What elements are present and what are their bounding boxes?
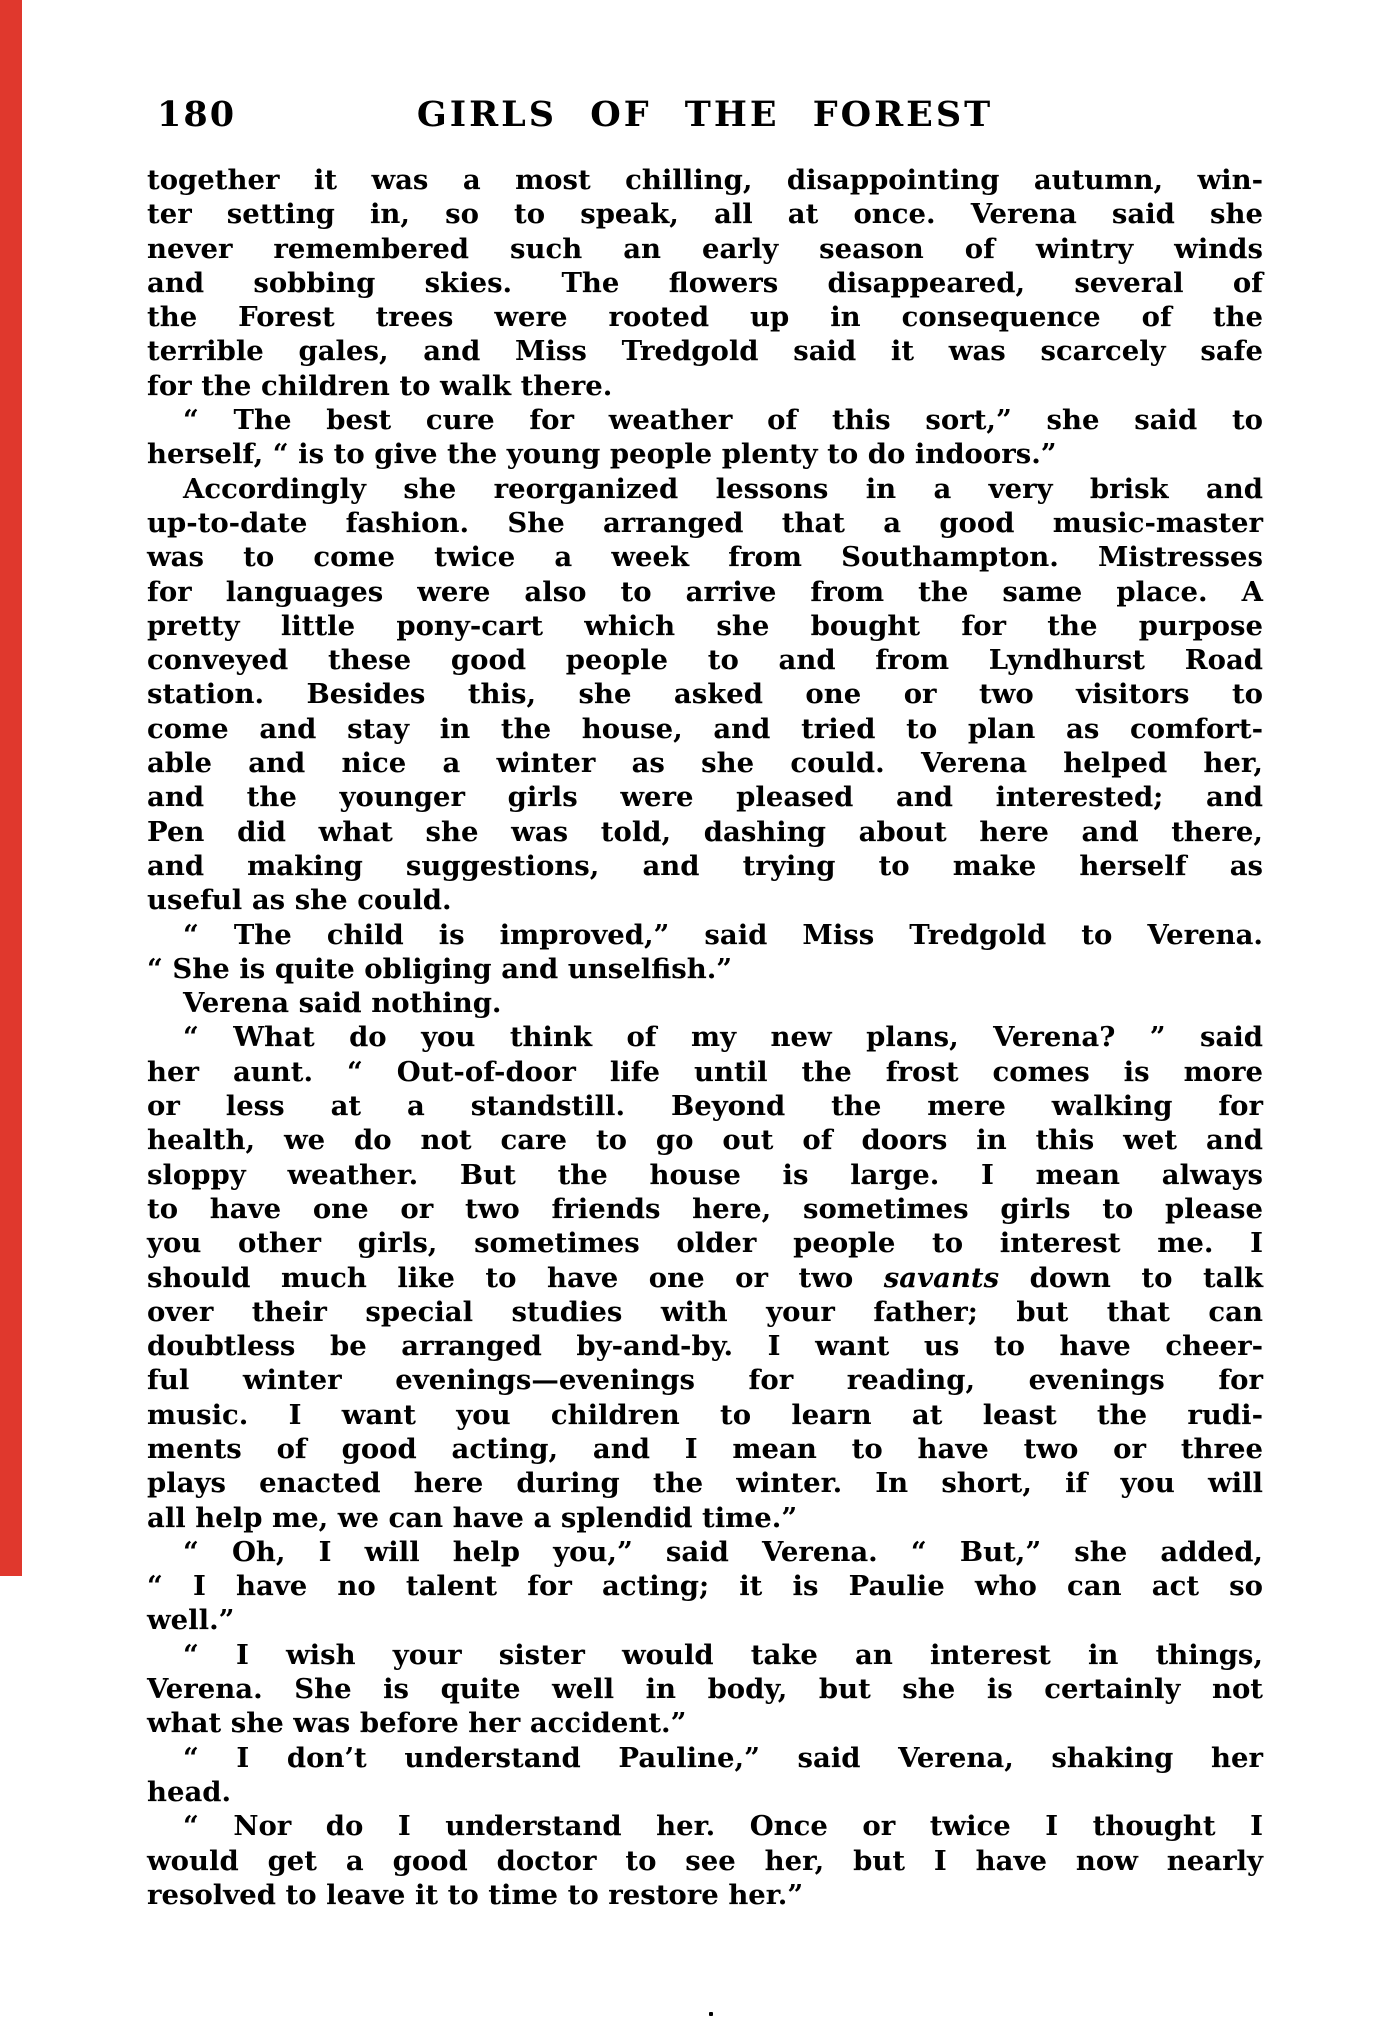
text-line: head. <box>147 1775 232 1808</box>
text-line: “ The best cure for weather of this sort,” she said to <box>183 404 1263 437</box>
text-line: “ What do you think of my new plans, Verena? ” said <box>183 1021 1263 1054</box>
text-line: station. Besides this, she asked one or two visitors to <box>147 678 1263 711</box>
text-line: music. I want you children to learn at least the rudi- <box>147 1398 1263 1431</box>
text-line: was to come twice a week from Southampton. Mistresses <box>147 541 1263 574</box>
text-line: “ I have no talent for acting; it is Paulie who can act so <box>147 1570 1263 1603</box>
text-line: Pen did what she was told, dashing about here and there, <box>147 815 1263 848</box>
text-line: “ I don’t understand Pauline,” said Verena, shaking her <box>183 1741 1263 1774</box>
running-title: GIRLS OF THE FOREST <box>416 94 994 135</box>
page-edge-red-strip <box>0 0 22 1576</box>
text-line: Verena said nothing. <box>183 987 502 1020</box>
text-line: ful winter evenings—evenings for reading, evenings for <box>147 1364 1263 1397</box>
text-line: never remembered such an early season of wintry winds <box>147 232 1263 265</box>
text-line: her aunt. “ Out-of-door life until the frost comes is more <box>147 1055 1263 1088</box>
text-line: health, we do not care to go out of doors in this wet and <box>147 1124 1263 1157</box>
text-line: all help me, we can have a splendid time.” <box>147 1501 798 1534</box>
text-line: Verena. She is quite well in body, but she is certainly not <box>147 1673 1263 1706</box>
text-line: “ Oh, I will help you,” said Verena. “ But,” she added, <box>183 1535 1263 1568</box>
text-line: useful as she could. <box>147 884 452 917</box>
body-text <box>147 163 1263 1912</box>
text-line: should much like to have one or two savants down to talk <box>147 1261 1263 1294</box>
text-line: over their special studies with your father; but that can <box>147 1295 1263 1328</box>
text-line: herself, “ is to give the young people plenty to do indoors.” <box>147 438 1057 471</box>
text-line: resolved to leave it to time to restore her.” <box>147 1878 804 1911</box>
text-line: pretty little pony-cart which she bought for the purpose <box>147 609 1263 642</box>
text-line: for languages were also to arrive from the same place. A <box>147 575 1263 608</box>
text-line: you other girls, sometimes older people to interest me. I <box>147 1227 1263 1260</box>
stray-ink-dot <box>709 2012 713 2016</box>
text-line: plays enacted here during the winter. In short, if you will <box>147 1467 1263 1500</box>
text-line: terrible gales, and Miss Tredgold said it was scarcely safe <box>147 335 1263 368</box>
text-line: and sobbing skies. The flowers disappeared, several of <box>147 266 1263 299</box>
page-number: 180 <box>157 94 237 135</box>
text-line: “ She is quite obliging and unselfish.” <box>147 952 733 985</box>
text-line: together it was a most chilling, disappointing autumn, win- <box>147 164 1263 196</box>
text-line: doubtless be arranged by-and-by. I want us to have cheer- <box>147 1330 1263 1363</box>
text-line: and making suggestions, and trying to make herself as <box>147 849 1263 882</box>
text-line: Accordingly she reorganized lessons in a very brisk and <box>183 472 1263 505</box>
text-line: to have one or two friends here, sometimes girls to please <box>147 1192 1263 1225</box>
text-line: ter setting in, so to speak, all at once. Verena said she <box>147 198 1263 231</box>
text-line: able and nice a winter as she could. Verena helped her, <box>147 747 1263 780</box>
text-line: the Forest trees were rooted up in consequence of the <box>147 301 1263 334</box>
text-line: conveyed these good people to and from Lyndhurst Road <box>147 644 1263 677</box>
text-line: “ I wish your sister would take an interest in things, <box>183 1638 1263 1671</box>
text-line: sloppy weather. But the house is large. I mean always <box>147 1158 1263 1191</box>
text-line: come and stay in the house, and tried to plan as comfort- <box>147 712 1263 745</box>
text-line: would get a good doctor to see her, but I have now nearly <box>147 1844 1263 1877</box>
text-line: and the younger girls were pleased and interested; and <box>147 781 1263 814</box>
text-line: up-to-date fashion. She arranged that a good music-master <box>147 506 1263 539</box>
text-line: for the children to walk there. <box>147 369 613 402</box>
text-line: well.” <box>147 1604 235 1637</box>
text-line: “ The child is improved,” said Miss Tredgold to Verena. <box>183 918 1263 951</box>
page-header <box>147 94 1263 138</box>
text-line: “ Nor do I understand her. Once or twice I thought I <box>183 1810 1263 1843</box>
text-line: or less at a standstill. Beyond the mere walking for <box>147 1090 1263 1123</box>
text-line: ments of good acting, and I mean to have two or three <box>147 1432 1263 1465</box>
text-line: what she was before her accident.” <box>147 1707 687 1740</box>
italic-word: savants <box>883 1261 1000 1294</box>
